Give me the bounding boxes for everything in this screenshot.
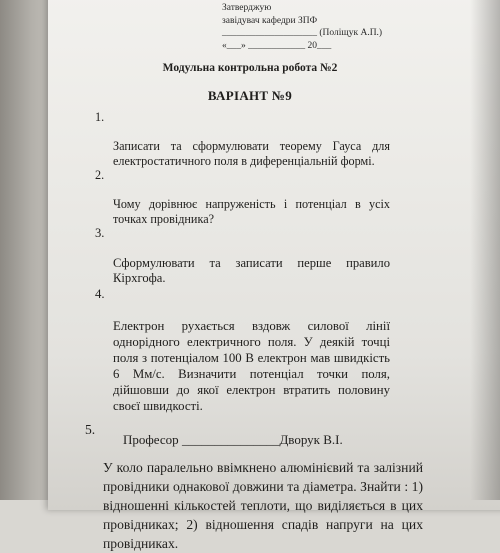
question-item <box>95 110 390 168</box>
question-item <box>95 168 390 226</box>
signature-name: Дворук В.І. <box>279 432 343 447</box>
signature-title: Професор <box>123 432 179 447</box>
question-text: Електрон рухається вздовж силової лінії однорідного електричного поля. У деякій точці поля з потенціалом 100 В електрон мав швидкість 6 Мм/с. Визначити потенціал точки поля, дійшовши до якої електрон втратить половину своєї швидкості. <box>113 319 390 413</box>
question-item <box>95 286 390 414</box>
approval-signature-line: ____________________ (Поліщук А.П.) <box>222 28 383 38</box>
question-list <box>85 110 423 553</box>
approval-date-line: «___» ____________ 20___ <box>222 40 332 51</box>
question-item <box>95 226 390 286</box>
approval-block <box>222 2 402 52</box>
signature-block <box>123 432 343 448</box>
background-shadow-right <box>470 0 500 500</box>
document-title: Модульна контрольна робота №2 <box>162 62 338 74</box>
question-number: 1. <box>95 110 105 124</box>
question-number: 2. <box>95 168 105 182</box>
approval-position: завідувач кафедри ЗПФ <box>222 15 318 26</box>
approval-line: Затверджую <box>222 3 272 13</box>
question-number: 3. <box>95 226 105 240</box>
question-text: Записати та сформулювати теорему Гауса для електростатичного поля в диференціальній формі. <box>113 139 390 168</box>
question-number: 4. <box>95 287 105 301</box>
variant-heading: ВАРІАНТ №9 <box>207 88 293 103</box>
question-number: 5. <box>85 422 96 437</box>
signature-line: _______________ <box>181 432 280 447</box>
question-text: Чому дорівнює напруженість і потенціал в усіх точках провідника? <box>113 197 390 226</box>
question-text: Сформулювати та записати перше правило Кірхгофа. <box>113 256 390 285</box>
question-text: У коло паралельно ввімкнено алюмінієвий та залізний провідники однакової довжини та діаметра. Знайти : 1) відношенні кількостей теплоти, що виділяється в цих провідниках; 2) відношення спадів напруги на цих провідниках. <box>103 460 423 551</box>
